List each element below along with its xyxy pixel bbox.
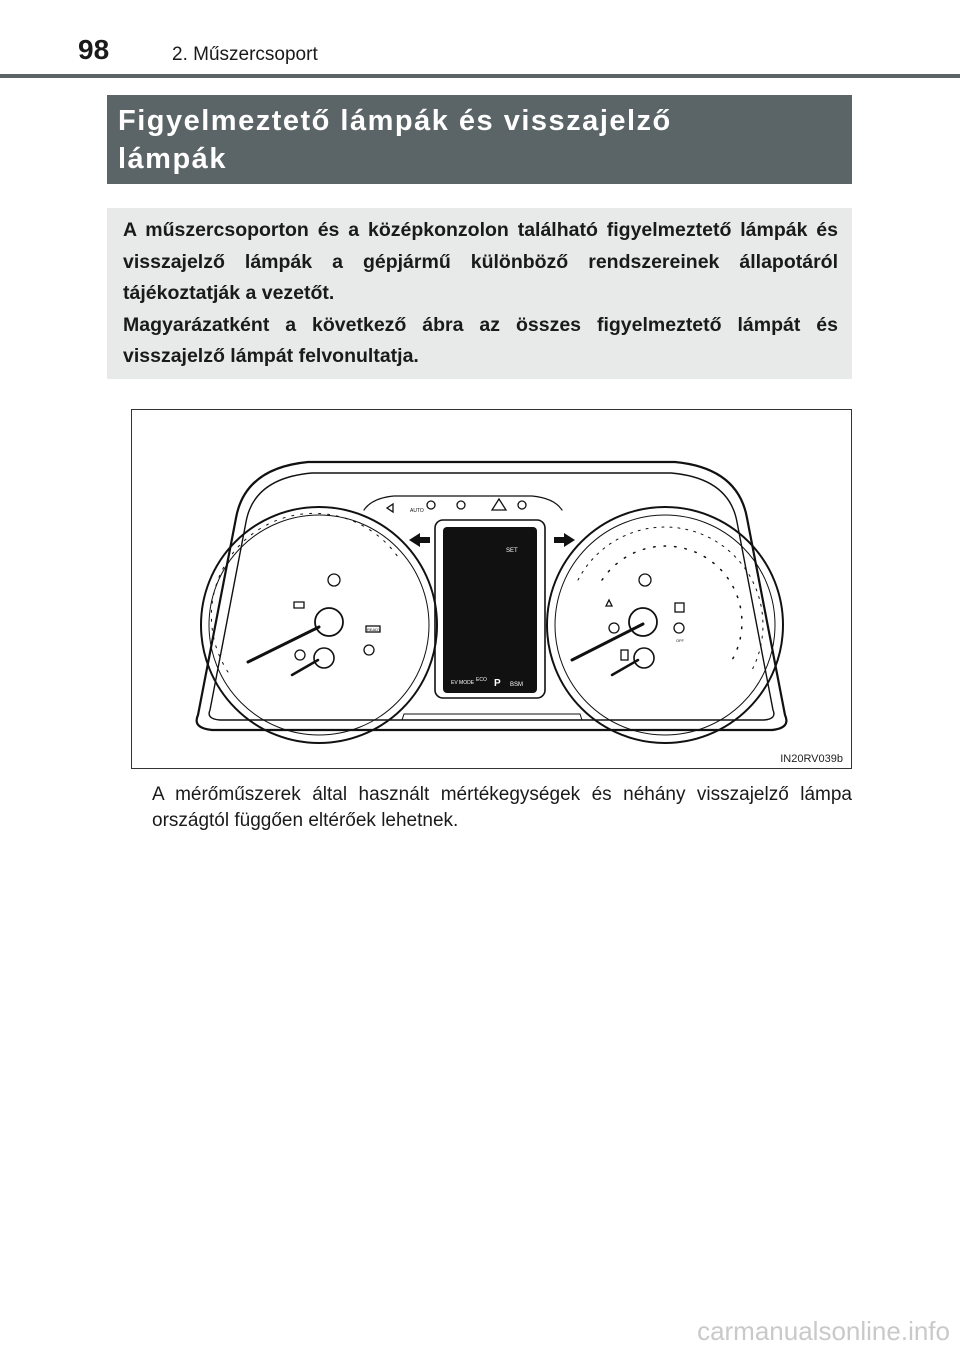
vsc-icon [675, 603, 684, 612]
indicator-strip [387, 499, 526, 514]
instrument-cluster-illustration [132, 410, 851, 768]
eco-label: ECO [476, 677, 487, 683]
chapter-title: 2. Műszercsoport [172, 44, 318, 65]
set-label: SET [506, 548, 518, 554]
intro-box [107, 208, 852, 379]
fog-lamp-icon [457, 501, 465, 509]
brake-warning-icon [639, 574, 651, 586]
seatbelt-icon [606, 600, 612, 606]
lamp-icon [427, 501, 435, 509]
section-title [107, 95, 852, 184]
auto-label: AUTO [410, 508, 424, 514]
check-engine-icon [294, 602, 304, 608]
intro-paragraph: Magyarázatként a következő ábra az összes figyelmeztető lámpát és visszajelző lámpát felvonultatja. [123, 313, 838, 367]
header-rule [0, 74, 960, 78]
brake-system-icon [295, 650, 305, 660]
page-number: 98 [78, 34, 110, 65]
airbag-icon [518, 501, 526, 509]
ready-label: READY [367, 627, 381, 632]
section-title-line1: Figyelmeztető lámpák és visszajelző [118, 105, 672, 137]
fuel-icon [621, 650, 628, 660]
right-turn-signal-icon [554, 533, 575, 547]
off-label: OFF [676, 638, 684, 643]
traction-off-icon [674, 623, 684, 633]
park-label: P [494, 678, 501, 689]
bsm-label: BSM [510, 682, 524, 688]
left-turn-signal-icon [409, 533, 430, 547]
section-title-line2: lámpák [118, 143, 227, 175]
brake-warning-icon [328, 574, 340, 586]
headlight-icon [387, 504, 393, 512]
instrument-cluster-figure [131, 409, 852, 769]
intro-paragraph: A műszercsoporton és a középkonzolon található figyelmeztető lámpák és visszajelző lámpák a gépjármű különböző rendszereinek állapotáról tájékoztatják a vezetőt. [123, 219, 838, 304]
watermark: carmanualsonline.info [697, 1316, 950, 1346]
figure-caption: A mérőműszerek által használt mértékegységek és néhány visszajelző lámpa országtól függően eltérőek lehetnek. [152, 784, 852, 831]
figure-code: IN20RV039b [780, 753, 843, 765]
warning-triangle-icon [492, 499, 506, 510]
ev-mode-label: EV MODE [451, 680, 475, 686]
brake-hold-icon [609, 623, 619, 633]
malfunction-icon [364, 645, 374, 655]
